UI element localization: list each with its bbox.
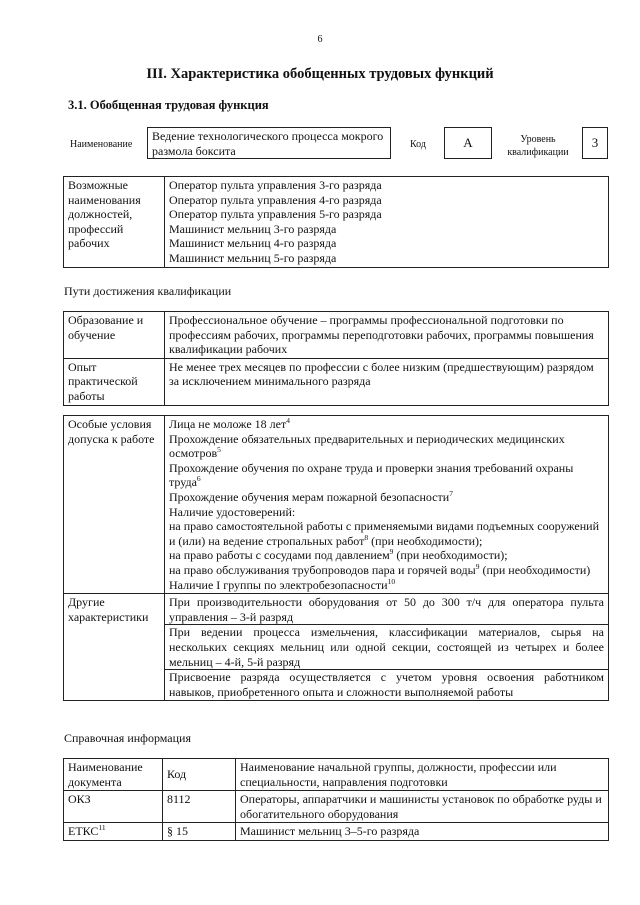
footnote-ref: 6 [196,474,201,484]
subsection-title: 3.1. Обобщенная трудовая функция [68,98,269,112]
other-value [165,594,609,701]
footnote-ref: 9 [389,547,394,557]
reference-heading: Справочная информация [64,731,191,745]
position-item: Оператор пульта управления 5-го разряда [169,207,382,222]
footnote-ref: 9 [475,561,480,571]
position-item: Машинист мельниц 4-го разряда [169,236,337,251]
footnote-ref: 5 [217,445,221,455]
position-item: Машинист мельниц 3-го разряда [169,221,337,236]
code-label: Код [410,139,426,150]
footnote-ref: 10 [387,576,396,586]
special-line: Прохождение обучения по охране труда и проверки знания требований охраны труда [169,460,574,490]
experience-value: Не менее трех месяцев по профессии с более низким (предшествующим) разрядом за исключением минимального разряда [165,358,609,405]
positions-label: Возможные наименования должностей, профессий рабочих [64,177,165,268]
position-item: Машинист мельниц 5-го разряда [169,250,337,265]
experience-label: Опыт практической работы [64,358,165,405]
name-label: Наименование [70,139,133,150]
paths-heading: Пути достижения квалификации [64,284,232,298]
special-line-tail: (при необходимости) [479,562,591,577]
table-row [64,791,609,823]
function-name-value: Ведение технологического процесса мокрого размола боксита [152,129,384,158]
conditions-table [63,415,609,701]
other-label: Другие характеристики [64,594,165,701]
position-item: Оператор пульта управления 4-го разряда [169,192,382,207]
education-value: Профессиональное обучение – программы профессиональной подготовки по профессиям рабочих, программы переподготовки рабочих, программы повышения квалификации рабочих [165,312,609,359]
code-value-box [444,127,492,159]
special-line: на право самостоятельной работы с применяемыми видами подъемных сооружений и (или) на ведение стропальных работ [169,519,600,548]
special-line: на право работы с сосудами под давлением [169,548,390,563]
footnote-ref: 11 [98,823,106,833]
other-line: При ведении процесса измельчения, классификации материалов, сырья на нескольких секциях мельниц или одной секции, состоящей из четырех и более мельниц – 4-й, 5-й разряд [165,624,608,669]
special-label: Особые условия допуска к работе [64,416,165,594]
special-line: Наличие I группы по электробезопасности [169,577,388,592]
ref-doc-text: ОКЗ [68,792,91,807]
level-value: 3 [591,135,599,150]
footnote-ref: 7 [449,488,453,498]
function-name-box [147,127,391,159]
positions-list [165,177,609,268]
table-row [64,823,609,841]
positions-table [63,176,609,268]
reference-table [63,758,609,841]
section-title: III. Характеристика обобщенных трудовых функций [146,66,494,82]
footnote-ref: 4 [286,416,290,425]
special-value [165,416,609,594]
ref-name: Операторы, аппаратчики и машинисты установок по обработке руды и обогатительного оборудования [236,791,609,823]
ref-code: § 15 [163,823,236,841]
education-label: Образование и обучение [64,312,165,359]
ref-header-code: Код [163,759,236,791]
code-value: A [463,135,473,150]
special-line: на право обслуживания трубопроводов пара и горячей воды [169,562,476,577]
ref-doc [64,823,163,841]
special-line-tail: (при необходимости); [368,533,483,548]
other-line: При производительности оборудования от 50 до 300 т/ч для оператора пульта управления – 3-й разряд [169,595,604,624]
special-line: Прохождение обязательных предварительных и периодических медицинских осмотров [169,431,565,461]
level-value-box [582,127,608,159]
ref-doc [64,791,163,823]
ref-name: Машинист мельниц 3–5-го разряда [236,823,609,841]
footnote-ref: 8 [364,532,369,542]
special-line: Лица не моложе 18 лет [169,417,287,431]
special-line: Наличие удостоверений: [169,504,296,519]
other-line: Присвоение разряда осуществляется с учетом уровня освоения работником навыков, приобретенного опыта и сложности выполняемой работы [165,669,608,699]
ref-header-doc: Наименование документа [64,759,163,791]
ref-header-name: Наименование начальной группы, должности, профессии или специальности, направления подготовки [236,759,609,791]
page-number: 6 [317,34,323,45]
ref-code: 8112 [163,791,236,823]
position-item: Оператор пульта управления 3-го разряда [169,178,382,192]
education-table [63,311,609,406]
special-line-tail: (при необходимости); [393,548,508,563]
special-line: Прохождение обучения мерам пожарной безопасности [169,489,450,504]
level-label: Уровень квалификации [507,134,569,158]
ref-doc-text: ЕТКС [68,824,99,839]
